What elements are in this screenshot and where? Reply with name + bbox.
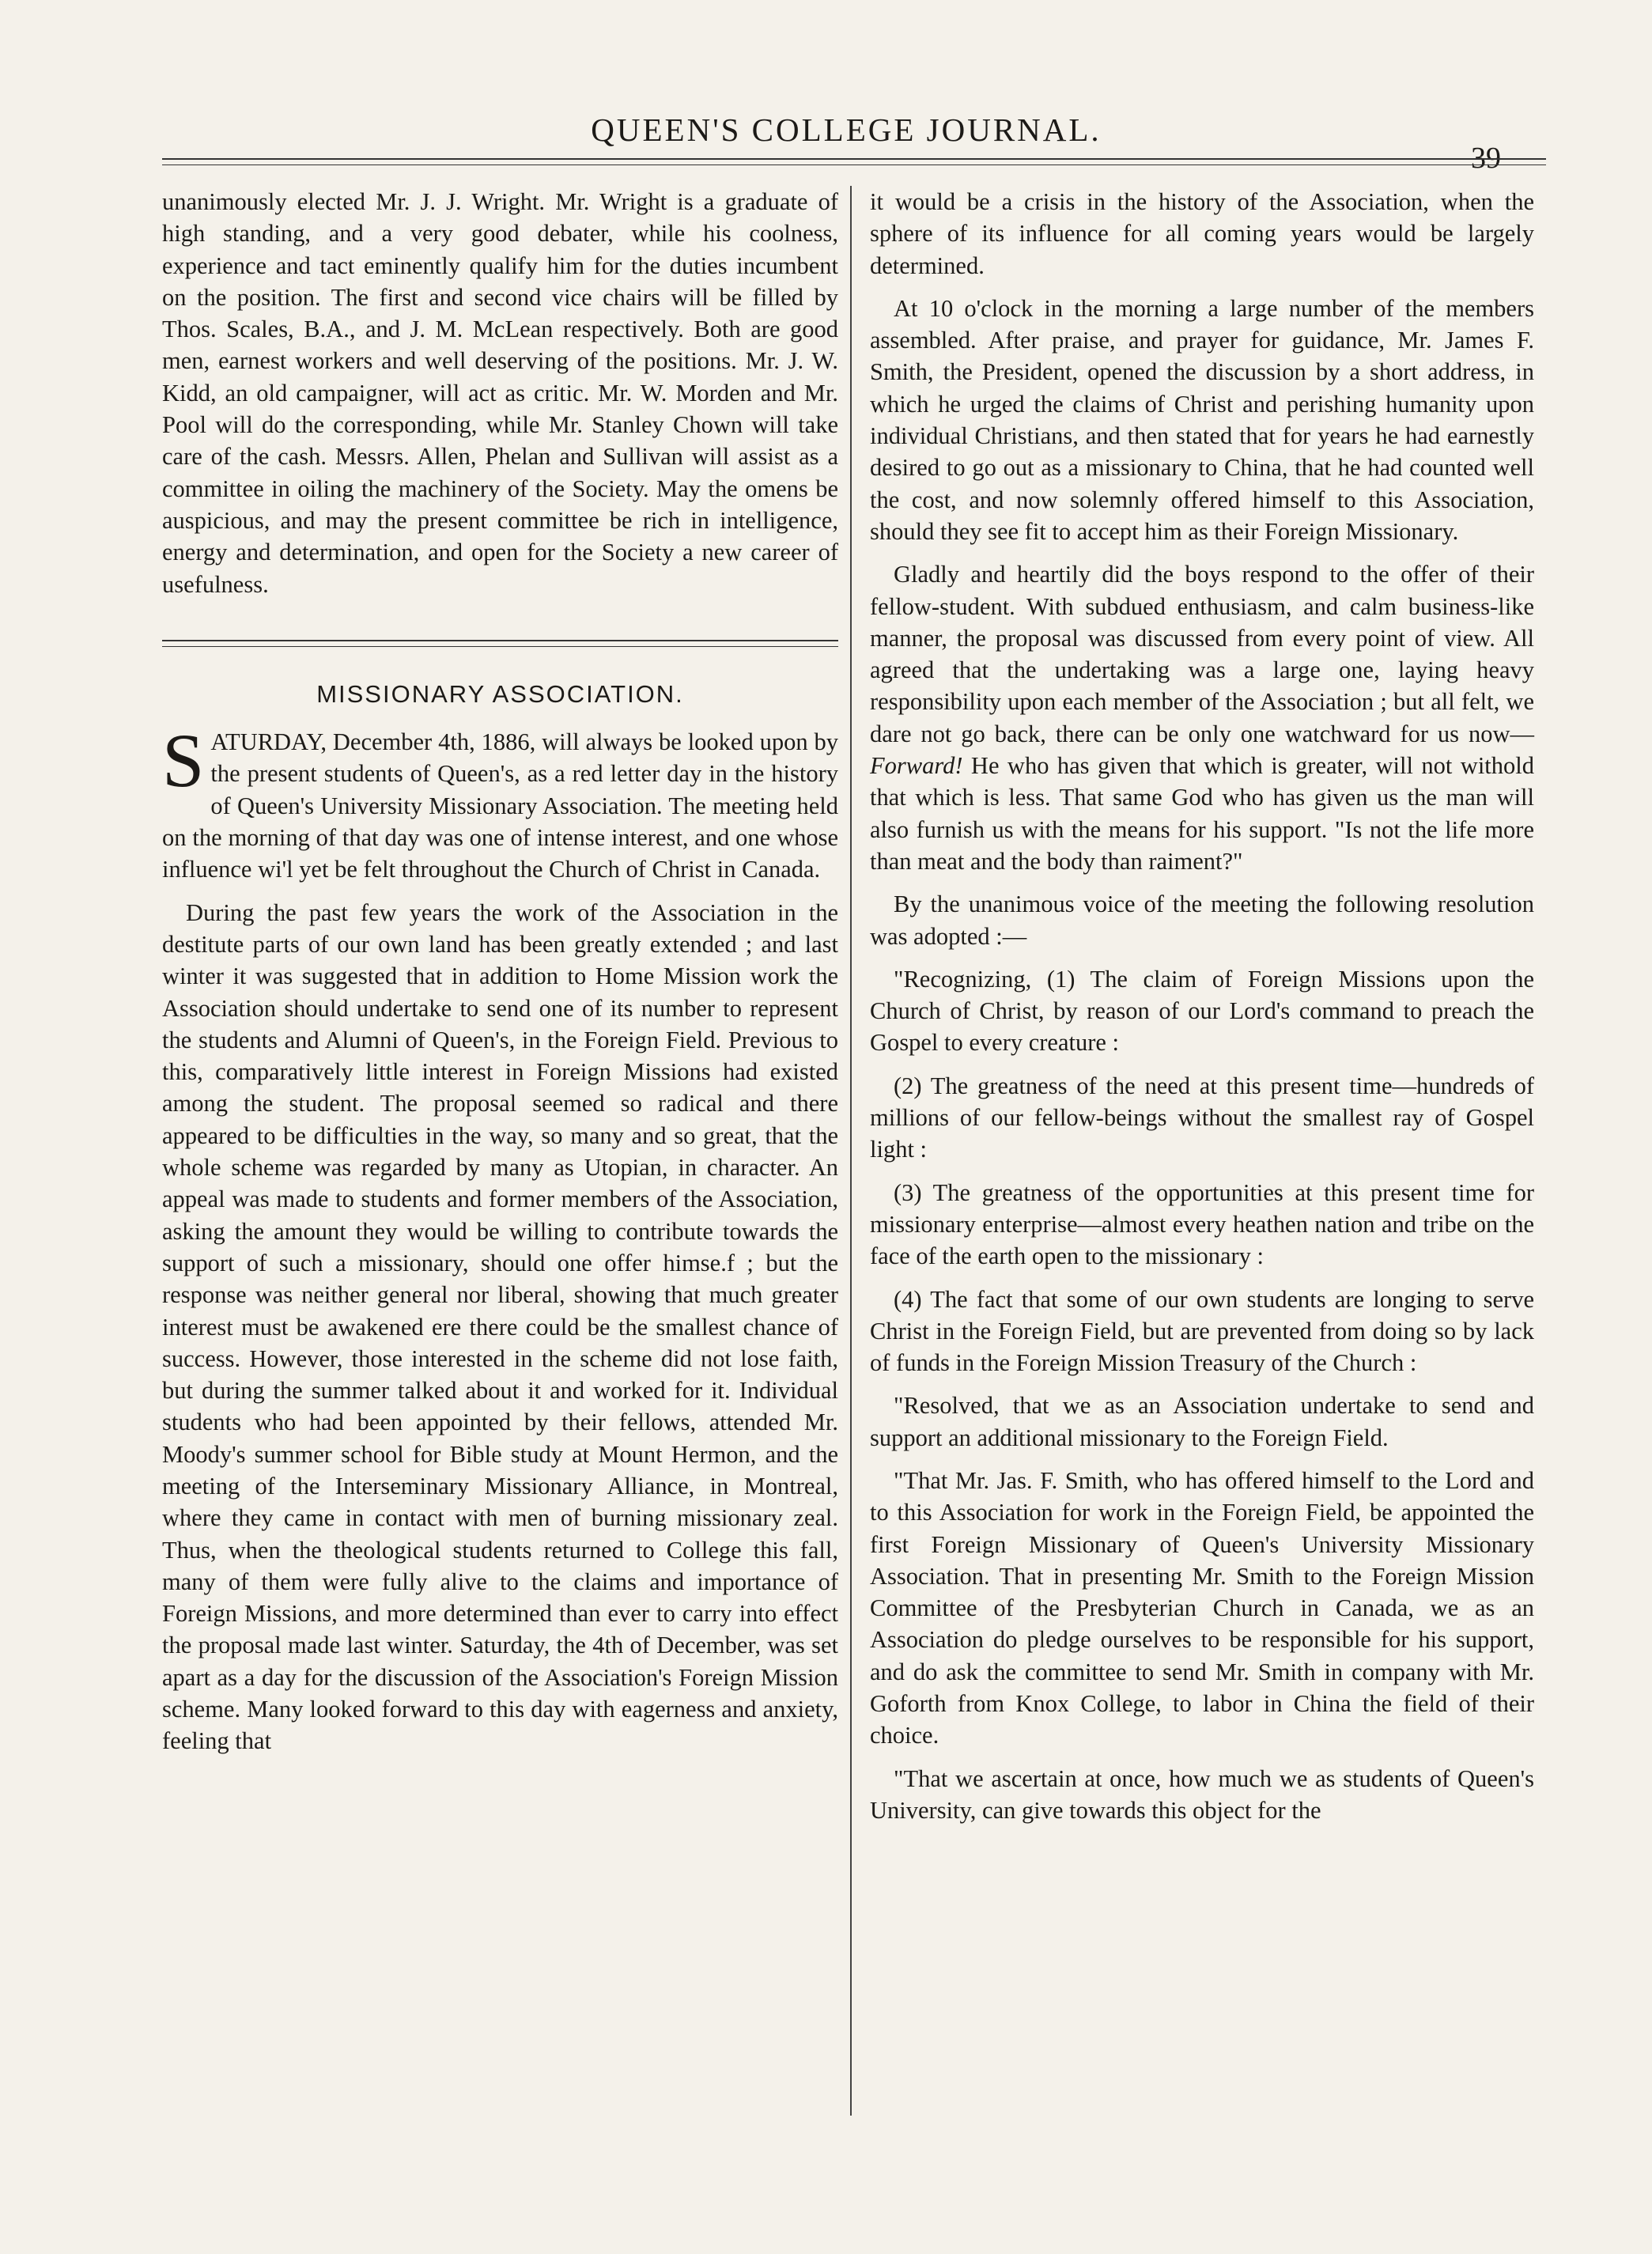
right-column [870, 186, 1534, 1826]
resolution-item-2: (2) The greatness of the need at this present time—hundreds of millions of our fellow-beings without the smallest ray of Gospel light : [870, 1072, 1534, 1163]
header-rule [162, 158, 1546, 165]
society-paragraph: unanimously elected Mr. J. J. Wright. Mr. Wright is a graduate of high standing, and a very good debater, while his coolness, experience and tact eminently qualify him for the duties incumbent on the position. The first and second vice chairs will be filled by Thos. Scales, B.A., and J. M. McLean respectively. Both are good men, earnest workers and well deserving of the positions. Mr. J. W. Kidd, an old campaigner, will act as critic. Mr. W. Morden and Mr. Pool will do the corresponding, while Mr. Stanley Chown will take care of the cash. Messrs. Allen, Phelan and Sullivan will assist as a committee in oiling the machinery of the Society. May the omens be auspicious, and may the present committee be rich in intelligence, energy and determination, and open for the Society a new career of usefulness. [162, 188, 838, 598]
section-divider [162, 640, 838, 647]
response-text-start: Gladly and heartily did the boys respond to the offer of their fellow-student. With subdued enthusiasm, and calm business-like manner, the proposal was discussed from every point of view. All agreed that the undertaking was a large one, laying heavy responsibility upon each member of the Association ; but all felt, we dare not go back, there can be only one watchward for us now— [870, 561, 1534, 747]
opening-text: ATURDAY, December 4th, 1886, will always be looked upon by the present students of Queen's, as a red letter day in the history of Queen's University Missionary Association. The meeting held on the morning of that day was one of intense interest, and one whose influence wi'l yet be felt throughout the Church of Christ in Canada. [162, 728, 838, 883]
resolution-item-4: (4) The fact that some of our own students are longing to serve Christ in the Foreign Field, but are prevented from doing so by lack of funds in the Foreign Mission Treasury of the Church : [870, 1285, 1534, 1377]
drop-cap: S [162, 718, 205, 804]
response-text-end: He who has given that which is greater, will not withold that which is less. That same God who has given us the man will also furnish us with the means for his support. "Is not the life more than meat and the body than raiment?" [870, 752, 1534, 875]
resolution-appointment: "That Mr. Jas. F. Smith, who has offered himself to the Lord and to this Association for work in the Foreign Field, be appointed the first Foreign Missionary of Queen's University Missionary Association. That in presenting Mr. Smith to the Foreign Mission Committee of the Presbyterian Church in Canada, we as an Association do pledge ourselves to be responsible for his support, and do ask the committee to send Mr. Smith in company with Mr. Goforth from Knox College, to labor in China the field of their choice. [870, 1466, 1534, 1749]
page-number: 39 [1471, 142, 1501, 175]
resolution-item-1: "Recognizing, (1) The claim of Foreign Missions upon the Church of Christ, by reason of our Lord's command to preach the Gospel to every creature : [870, 965, 1534, 1057]
column-divider [850, 186, 852, 2116]
section-heading: MISSIONARY ASSOCIATION. [316, 679, 684, 708]
resolution-resolved: "Resolved, that we as an Association undertake to send and support an additional missionary to the Foreign Field. [870, 1392, 1534, 1451]
resolution-contribution: "That we ascertain at once, how much we as students of Queen's University, can give towards this object for the [870, 1764, 1534, 1824]
continued-paragraph: it would be a crisis in the history of the Association, when the sphere of its influence for all coming years would be largely determined. [870, 188, 1534, 279]
opening-paragraph [162, 718, 838, 885]
left-column [162, 186, 838, 1757]
response-paragraph [870, 558, 1534, 877]
resolution-intro: By the unanimous voice of the meeting the following resolution was adopted :— [870, 891, 1534, 950]
body-paragraph: During the past few years the work of the Association in the destitute parts of our own land has been greatly extended ; and last winter it was suggested that in addition to Home Mission work the Association should undertake to send one of its number to represent the students and Alumni of Queen's, in the Foreign Field. Previous to this, comparatively little interest in Foreign Missions had existed among the student. The proposal seemed so radical and there appeared to be difficulties in the way, so many and so great, that the whole scheme was regarded by many as Utopian, in character. An appeal was made to students and former members of the Association, asking the amount they would be willing to contribute towards the support of such a missionary, should one offer himse.f ; but the response was neither general nor liberal, showing that much greater interest must be awakened ere there could be the smallest chance of success. However, those interested in the scheme did not lose faith, but during the summer talked about it and worked for it. Individual students who had been appointed by their fellows, attended Mr. Moody's summer school for Bible study at Mount Hermon, and the meeting of the Interseminary Missionary Alliance, in Montreal, where they came in contact with men of burning missionary zeal. Thus, when the theological students returned to College this fall, many of them were fully alive to the claims and importance of Foreign Missions, and more determined than ever to carry into effect the proposal made last winter. Saturday, the 4th of December, was set apart as a day for the discussion of the Association's Foreign Mission scheme. Many looked forward to this day with eagerness and anxiety, feeling that [162, 898, 838, 1755]
meeting-paragraph: At 10 o'clock in the morning a large number of the members assembled. After praise, and prayer for guidance, Mr. James F. Smith, the President, opened the discussion by a short address, in which he urged the claims of Christ and perishing humanity upon individual Christians, and then stated that for years he had earnestly desired to go out as a missionary to China, that he had counted well the cost, and now solemnly offered himself to this Association, should they see fit to accept him as their Foreign Missionary. [870, 294, 1534, 545]
forward-emphasis: Forward! [870, 752, 963, 780]
resolution-item-3: (3) The greatness of the opportunities at this present time for missionary enterprise—almost every heathen nation and tribe on the face of the earth open to the missionary : [870, 1178, 1534, 1270]
journal-title: QUEEN'S COLLEGE JOURNAL. [591, 112, 1102, 148]
